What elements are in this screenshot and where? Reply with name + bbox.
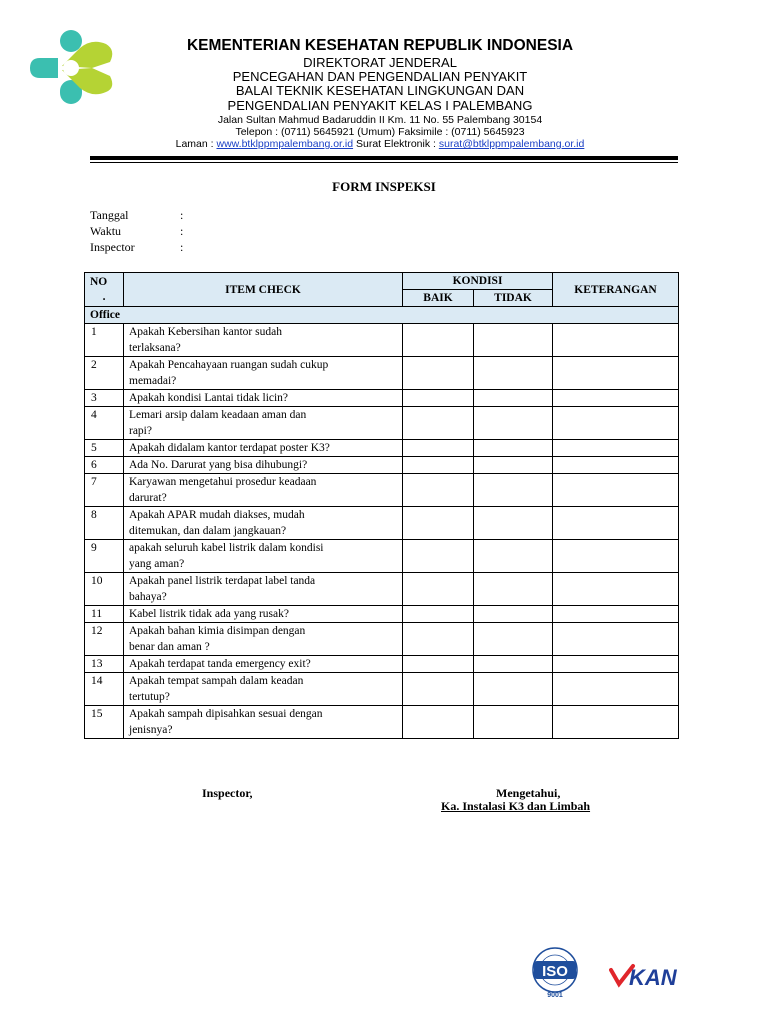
row-number: 5 xyxy=(85,440,124,457)
baik-cell[interactable] xyxy=(403,440,474,457)
tidak-cell[interactable] xyxy=(474,457,553,474)
tidak-cell[interactable] xyxy=(474,606,553,623)
item-text-line2: bahaya? xyxy=(129,591,167,603)
item-text-line1: Apakah didalam kantor terdapat poster K3? xyxy=(129,442,330,454)
tidak-cell[interactable] xyxy=(474,573,553,606)
table-row xyxy=(85,656,679,673)
ministry-name: KEMENTERIAN KESEHATAN REPUBLIK INDONESIA xyxy=(186,37,574,54)
keterangan-cell[interactable] xyxy=(553,324,679,357)
keterangan-cell[interactable] xyxy=(553,357,679,390)
table-row xyxy=(85,540,679,573)
table-row xyxy=(85,673,679,706)
item-text-line1: Apakah terdapat tanda emergency exit? xyxy=(129,658,311,670)
address: Jalan Sultan Mahmud Badaruddin II Km. 11 No. 55 Palembang 30154 xyxy=(217,114,543,126)
row-number: 11 xyxy=(85,606,124,623)
keterangan-cell[interactable] xyxy=(553,507,679,540)
field-label: Inspector xyxy=(90,240,135,254)
tidak-cell[interactable] xyxy=(474,706,553,739)
directorate-subtitle: PENCEGAHAN DAN PENGENDALIAN PENYAKIT xyxy=(232,69,528,84)
keterangan-cell[interactable] xyxy=(553,540,679,573)
form-title: FORM INSPEKSI xyxy=(332,179,436,194)
table-row xyxy=(85,407,679,440)
table-row xyxy=(85,507,679,540)
field-separator: : xyxy=(180,208,184,222)
tidak-cell[interactable] xyxy=(474,507,553,540)
header-keterangan: KETERANGAN xyxy=(553,273,679,307)
item-text-line1: Lemari arsip dalam keadaan aman dan xyxy=(129,409,307,421)
field-tanggal xyxy=(90,208,183,223)
item-text-line2: ditemukan, dan dalam jangkauan? xyxy=(129,525,287,537)
table-row xyxy=(85,440,679,457)
row-item-check xyxy=(124,540,403,573)
row-number: 8 xyxy=(85,507,124,540)
row-number: 4 xyxy=(85,407,124,440)
tidak-cell[interactable] xyxy=(474,407,553,440)
header-tidak: TIDAK xyxy=(474,290,553,307)
tidak-cell[interactable] xyxy=(474,656,553,673)
row-item-check xyxy=(124,573,403,606)
baik-cell[interactable] xyxy=(403,457,474,474)
row-number: 12 xyxy=(85,623,124,656)
row-item-check xyxy=(124,656,403,673)
table-row xyxy=(85,573,679,606)
row-item-check xyxy=(124,390,403,407)
item-text-line2: tertutup? xyxy=(129,691,170,703)
iso-number: 9001 xyxy=(547,992,563,998)
item-text-line2: jenisnya? xyxy=(129,724,173,736)
item-text-line2: rapi? xyxy=(129,425,152,437)
baik-cell[interactable] xyxy=(403,606,474,623)
item-text-line2: darurat? xyxy=(129,492,167,504)
table-row xyxy=(85,457,679,474)
table-row xyxy=(85,606,679,623)
row-item-check xyxy=(124,507,403,540)
item-text-line2: memadai? xyxy=(129,375,177,387)
contact-line xyxy=(100,138,660,150)
row-item-check xyxy=(124,706,403,739)
field-inspector xyxy=(90,240,183,255)
row-item-check xyxy=(124,673,403,706)
item-text-line1: Apakah Kebersihan kantor sudah xyxy=(129,326,282,338)
kan-text: KAN xyxy=(629,965,677,990)
keterangan-cell[interactable] xyxy=(553,390,679,407)
keterangan-cell[interactable] xyxy=(553,623,679,656)
header-no-dot: . xyxy=(102,290,106,303)
inspector-signature-label: Inspector, xyxy=(202,786,253,800)
baik-cell[interactable] xyxy=(403,357,474,390)
baik-cell[interactable] xyxy=(403,407,474,440)
tidak-cell[interactable] xyxy=(474,390,553,407)
email-link[interactable]: surat@btklppmpalembang.or.id xyxy=(438,138,585,150)
tidak-cell[interactable] xyxy=(474,673,553,706)
keterangan-cell[interactable] xyxy=(553,440,679,457)
baik-cell[interactable] xyxy=(403,573,474,606)
row-number: 6 xyxy=(85,457,124,474)
iso-9001-logo-icon xyxy=(520,946,590,998)
keterangan-cell[interactable] xyxy=(553,673,679,706)
header-kondisi: KONDISI xyxy=(403,273,553,290)
row-item-check xyxy=(124,623,403,656)
keterangan-cell[interactable] xyxy=(553,573,679,606)
item-text-line1: Apakah kondisi Lantai tidak licin? xyxy=(129,392,289,404)
section-row xyxy=(85,307,679,324)
item-text-line2: yang aman? xyxy=(129,558,185,570)
header-no-label: NO xyxy=(90,275,108,288)
table-body xyxy=(85,307,679,739)
email-label: Surat Elektronik : xyxy=(353,138,439,150)
kan-logo-icon xyxy=(609,962,703,990)
tidak-cell[interactable] xyxy=(474,357,553,390)
item-text-line2: terlaksana? xyxy=(129,342,181,354)
row-number: 13 xyxy=(85,656,124,673)
item-text-line1: Ada No. Darurat yang bisa dihubungi? xyxy=(129,459,308,471)
item-text-line1: Kabel listrik tidak ada yang rusak? xyxy=(129,608,289,620)
tidak-cell[interactable] xyxy=(474,440,553,457)
row-item-check xyxy=(124,357,403,390)
tidak-cell[interactable] xyxy=(474,540,553,573)
table-row xyxy=(85,474,679,507)
header-baik: BAIK xyxy=(403,290,474,307)
letterhead-divider-thick xyxy=(90,156,678,160)
row-item-check xyxy=(124,457,403,474)
item-text-line1: Apakah Pencahayaan ruangan sudah cukup xyxy=(129,359,329,371)
baik-cell[interactable] xyxy=(403,623,474,656)
row-number: 14 xyxy=(85,673,124,706)
field-label: Waktu xyxy=(90,224,122,238)
table-row xyxy=(85,324,679,357)
item-text-line1: Apakah panel listrik terdapat label tanda xyxy=(129,575,316,587)
baik-cell[interactable] xyxy=(403,474,474,507)
row-item-check xyxy=(124,324,403,357)
website-link[interactable]: www.btklppmpalembang.or.id xyxy=(216,138,354,150)
inspection-table xyxy=(84,272,679,739)
item-text-line1: apakah seluruh kabel listrik dalam kondisi xyxy=(129,542,324,554)
institute-name-line1: BALAI TEKNIK KESEHATAN LINGKUNGAN DAN xyxy=(235,83,525,98)
keterangan-cell[interactable] xyxy=(553,606,679,623)
keterangan-cell[interactable] xyxy=(553,474,679,507)
field-separator: : xyxy=(180,240,184,254)
approver-label: Mengetahui, xyxy=(496,786,561,800)
keterangan-cell[interactable] xyxy=(553,457,679,474)
row-number: 3 xyxy=(85,390,124,407)
item-text-line2: benar dan aman ? xyxy=(129,641,210,653)
baik-cell[interactable] xyxy=(403,390,474,407)
tidak-cell[interactable] xyxy=(474,623,553,656)
row-item-check xyxy=(124,407,403,440)
baik-cell[interactable] xyxy=(403,540,474,573)
directorate-name: DIREKTORAT JENDERAL xyxy=(303,55,457,70)
row-number: 7 xyxy=(85,474,124,507)
item-text-line1: Karyawan mengetahui prosedur keadaan xyxy=(129,476,317,488)
table-row xyxy=(85,706,679,739)
field-label: Tanggal xyxy=(90,208,129,222)
item-text-line1: Apakah tempat sampah dalam keadan xyxy=(129,675,304,687)
iso-text: ISO xyxy=(542,963,568,980)
field-separator: : xyxy=(180,224,184,238)
row-number: 1 xyxy=(85,324,124,357)
item-text-line1: Apakah sampah dipisahkan sesuai dengan xyxy=(129,708,323,720)
tidak-cell[interactable] xyxy=(474,474,553,507)
header-no xyxy=(85,273,124,307)
approver-title: Ka. Instalasi K3 dan Limbah xyxy=(441,799,591,813)
item-text-line1: Apakah bahan kimia disimpan dengan xyxy=(129,625,306,637)
keterangan-cell[interactable] xyxy=(553,706,679,739)
item-text-line1: Apakah APAR mudah diakses, mudah xyxy=(129,509,305,521)
row-item-check xyxy=(124,606,403,623)
row-number: 2 xyxy=(85,357,124,390)
tidak-cell[interactable] xyxy=(474,324,553,357)
section-label: Office xyxy=(85,307,679,324)
table-row xyxy=(85,390,679,407)
row-item-check xyxy=(124,440,403,457)
baik-cell[interactable] xyxy=(403,656,474,673)
row-number: 15 xyxy=(85,706,124,739)
field-waktu xyxy=(90,224,183,239)
baik-cell[interactable] xyxy=(403,706,474,739)
table-row xyxy=(85,357,679,390)
institute-name-line2: PENGENDALIAN PENYAKIT KELAS I PALEMBANG xyxy=(227,98,533,113)
row-number: 9 xyxy=(85,540,124,573)
keterangan-cell[interactable] xyxy=(553,407,679,440)
table-row xyxy=(85,623,679,656)
web-label: Laman : xyxy=(175,138,217,150)
baik-cell[interactable] xyxy=(403,507,474,540)
keterangan-cell[interactable] xyxy=(553,656,679,673)
row-item-check xyxy=(124,474,403,507)
baik-cell[interactable] xyxy=(403,324,474,357)
row-number: 10 xyxy=(85,573,124,606)
header-item-check: ITEM CHECK xyxy=(124,273,403,307)
baik-cell[interactable] xyxy=(403,673,474,706)
letterhead-divider-thin xyxy=(90,162,678,163)
phone-fax: Telepon : (0711) 5645921 (Umum) Faksimile : (0711) 5645923 xyxy=(235,126,525,138)
